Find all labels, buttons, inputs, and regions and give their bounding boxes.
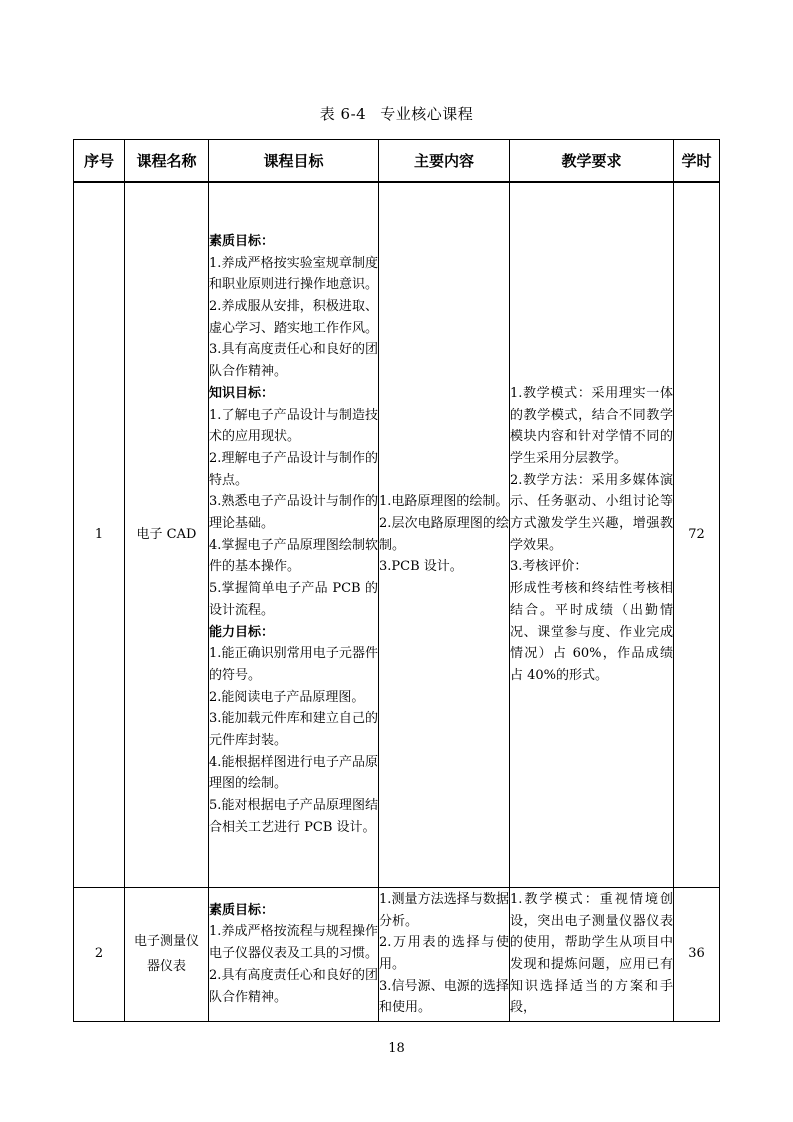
caption-prefix: 表 6-4 bbox=[319, 105, 367, 123]
row-no: 1 bbox=[74, 182, 125, 887]
table-row bbox=[74, 887, 720, 1021]
core-course-table bbox=[73, 139, 720, 1022]
caption-title: 专业核心课程 bbox=[380, 105, 474, 123]
goal-heading: 知识目标： bbox=[209, 385, 275, 401]
requirement-item: 1.教学模式：重视情境创设，突出电子测量仪器仪表的使用，帮助学生从项目中发现和提炼问题，应用已有知识选择适当的方案和手段， bbox=[510, 891, 673, 1016]
content-item: 1.电路原理图的绘制。 bbox=[379, 494, 509, 510]
row-hours: 36 bbox=[674, 887, 720, 1021]
header-content: 主要内容 bbox=[379, 140, 510, 183]
row-requirements bbox=[510, 887, 674, 1021]
requirement-item: 3.考核评价： bbox=[510, 559, 588, 575]
requirement-item: 2.教学方法：采用多媒体演示、任务驱动、小组讨论等方式激发学生兴趣，增强教学效果。 bbox=[510, 472, 673, 553]
goal-item: 1.能正确识别常用电子元器件的符号。 bbox=[209, 646, 378, 683]
goal-item: 2.理解电子产品设计与制作的特点。 bbox=[209, 450, 378, 488]
row-content bbox=[379, 182, 510, 887]
goal-heading: 素质目标： bbox=[209, 233, 275, 249]
table-header-row bbox=[74, 140, 720, 183]
header-hours: 学时 bbox=[674, 140, 720, 183]
content-item: 2.万用表的选择与使用。 bbox=[379, 935, 509, 972]
content-item: 2.层次电路原理图的绘制。 bbox=[379, 516, 509, 553]
header-name: 课程名称 bbox=[125, 140, 209, 183]
page-number: 18 bbox=[388, 1041, 405, 1056]
row-goals bbox=[209, 887, 379, 1021]
row-hours: 72 bbox=[674, 182, 720, 887]
content-item: 3.PCB 设计。 bbox=[379, 559, 463, 575]
goal-item: 3.熟悉电子产品设计与制作的理论基础。 bbox=[209, 494, 378, 532]
row-no: 2 bbox=[74, 887, 125, 1021]
goal-item: 3.能加载元件库和建立自己的元件库封装。 bbox=[209, 711, 378, 749]
row-goals bbox=[209, 182, 379, 887]
content-item: 1.测量方法选择与数据分析。 bbox=[379, 891, 509, 929]
row-content bbox=[379, 887, 510, 1021]
header-goals: 课程目标 bbox=[209, 140, 379, 183]
requirement-item: 1.教学模式：采用理实一体的教学模式，结合不同教学模块内容和针对学情不同的学生采用分层教学。 bbox=[510, 385, 673, 466]
content-item: 3.信号源、电源的选择和使用。 bbox=[379, 978, 509, 1016]
header-no: 序号 bbox=[74, 140, 125, 183]
goal-item: 4.掌握电子产品原理图绘制软件的基本操作。 bbox=[209, 537, 378, 575]
goal-heading: 素质目标： bbox=[209, 902, 275, 918]
goal-heading: 能力目标： bbox=[209, 624, 275, 640]
goal-item: 5.掌握简单电子产品 PCB 的设计流程。 bbox=[209, 581, 378, 618]
header-requirements: 教学要求 bbox=[510, 140, 674, 183]
goal-item: 1.了解电子产品设计与制造技术的应用现状。 bbox=[209, 407, 378, 445]
goal-item: 2.养成服从安排，积极进取、虚心学习、踏实地工作作风。 bbox=[209, 299, 379, 336]
goal-item: 4.能根据样图进行电子产品原理图的绘制。 bbox=[209, 754, 378, 792]
row-name: 电子 CAD bbox=[125, 182, 209, 887]
goal-item: 1.养成严格按流程与规程操作电子仪器仪表及工具的习惯。 bbox=[209, 924, 379, 962]
row-name: 电子测量仪器仪表 bbox=[125, 887, 209, 1021]
goal-item: 2.能阅读电子产品原理图。 bbox=[209, 689, 365, 705]
table-row bbox=[74, 182, 720, 887]
goal-item: 5.能对根据电子产品原理图结合相关工艺进行 PCB 设计。 bbox=[209, 798, 378, 835]
requirement-item: 形成性考核和终结性考核相结合。平时成绩（出勤情况、课堂参与度、作业完成情况）占 60%，作品成绩占 40%的形式。 bbox=[510, 581, 673, 683]
goal-item: 1.养成严格按实验室规章制度和职业原则进行操作地意识。 bbox=[209, 255, 379, 293]
goal-item: 3.具有高度责任心和良好的团队合作精神。 bbox=[209, 342, 378, 380]
row-requirements bbox=[510, 182, 674, 887]
goal-item: 2.具有高度责任心和良好的团队合作精神。 bbox=[209, 967, 378, 1005]
table-caption bbox=[0, 103, 793, 124]
